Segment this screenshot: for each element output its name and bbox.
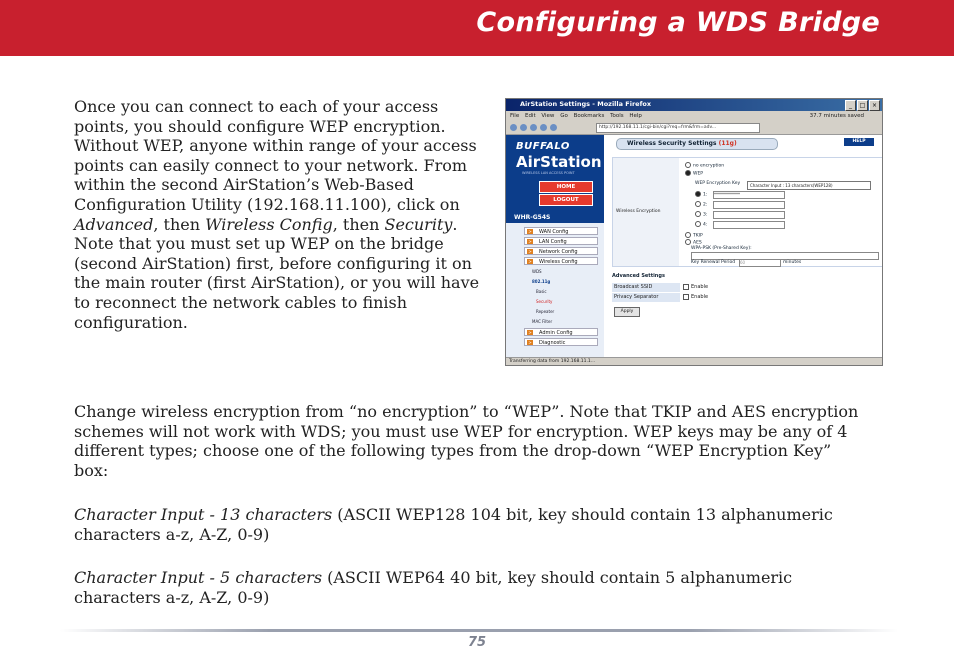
sidebar-item-network[interactable] xyxy=(524,247,598,255)
home-button[interactable]: HOME xyxy=(539,181,593,193)
p1-text-2: , then xyxy=(153,214,206,234)
page-number: 75 xyxy=(467,635,487,650)
buffalo-logo: BUFFALO xyxy=(516,141,570,152)
sidebar-sub-macfilter[interactable]: MAC Filter xyxy=(532,319,553,324)
p1-text-1: Once you can connect to each of your access points, you should configure WEP encryption. Without WEP, anyone within range of your access points can easily connect to your network. From within the second AirStation’s Web-Based Configuration Utility (192.168.11.100), click on xyxy=(74,97,477,214)
option-5-desc: (ASCII WEP64 40 bit, key should contain 5 alphanumeric characters a-z, A-Z, 0-9) xyxy=(74,568,793,607)
privacy-separator-row xyxy=(612,293,882,302)
address-input[interactable]: http://192.168.11.1/cgi-bin/cgi?req=frm&frm=adv... xyxy=(596,123,760,133)
timer-text: 37.7 minutes saved xyxy=(809,113,864,119)
broadcast-checkbox[interactable] xyxy=(680,283,708,292)
radio-icon xyxy=(685,232,691,238)
sidebar-label: Wireless Config xyxy=(539,259,578,265)
arrow-icon: > xyxy=(528,340,532,345)
section-heading xyxy=(616,138,778,150)
sidebar-label: LAN Config xyxy=(539,239,567,245)
header-banner xyxy=(0,0,954,56)
back-icon[interactable] xyxy=(510,124,517,131)
model-name: WHR-G54S xyxy=(514,214,551,221)
key-3-radio[interactable]: 3: xyxy=(695,211,707,218)
wireless-config-term: Wireless Config xyxy=(205,214,333,234)
menu-go[interactable]: Go xyxy=(560,113,568,119)
status-bar: Transferring data from 192.168.11.1... xyxy=(506,357,883,366)
option-13-title: Character Input - 13 characters xyxy=(74,505,333,524)
intro-paragraph xyxy=(74,97,494,332)
checkbox-label: Enable xyxy=(691,284,709,290)
airstation-logo: AirStation xyxy=(516,153,602,171)
window-titlebar xyxy=(506,99,882,111)
page-content xyxy=(506,135,882,357)
privacy-checkbox[interactable] xyxy=(680,293,708,302)
heading-text: Wireless Security Settings xyxy=(627,140,717,147)
sidebar-sub-80211g[interactable]: 802.11g xyxy=(532,279,551,284)
sidebar-sub-repeater[interactable]: Repeater xyxy=(536,309,555,314)
radio-icon xyxy=(695,221,701,227)
wpa-input[interactable] xyxy=(691,252,879,260)
opt-label: TKIP xyxy=(693,233,703,239)
sidebar-label: Network Config xyxy=(539,249,578,255)
stop-icon[interactable] xyxy=(540,124,547,131)
opt-aes[interactable] xyxy=(685,239,702,246)
opt-no-encryption[interactable] xyxy=(685,162,724,169)
menu-tools[interactable]: Tools xyxy=(610,113,624,119)
opt-label: no encryption xyxy=(693,163,725,169)
option-13-chars xyxy=(74,505,864,544)
brand-panel xyxy=(506,135,604,223)
sidebar-sub-basic[interactable]: Basic xyxy=(536,289,547,294)
apply-button[interactable]: Apply xyxy=(614,307,640,317)
key-4-radio[interactable]: 4: xyxy=(695,221,707,228)
menu-help[interactable]: Help xyxy=(629,113,642,119)
key-2-radio[interactable]: 2: xyxy=(695,201,707,208)
advanced-term: Advanced xyxy=(74,214,154,234)
security-term: Security xyxy=(384,214,453,234)
settings-main xyxy=(612,135,882,357)
sidebar-label: Admin Config xyxy=(539,330,573,336)
sidebar-item-wan[interactable] xyxy=(524,227,598,235)
brand-tagline: WIRELESS LAN ACCESS POINT xyxy=(522,171,575,175)
key-1-radio[interactable]: 1: xyxy=(695,191,707,198)
maximize-icon[interactable]: □ xyxy=(857,100,868,111)
sidebar-sub-security[interactable]: Security xyxy=(536,299,553,304)
footer-divider xyxy=(60,629,898,632)
minimize-icon[interactable]: _ xyxy=(845,100,856,111)
arrow-icon: > xyxy=(528,330,532,335)
sidebar-item-admin[interactable] xyxy=(524,328,598,336)
firefox-screenshot xyxy=(505,98,883,366)
sidebar-item-wireless[interactable] xyxy=(524,257,598,265)
opt-wep[interactable] xyxy=(685,170,703,177)
p1-text-3: , then xyxy=(332,214,385,234)
renewal-input[interactable]: 60 xyxy=(739,259,781,267)
privacy-label: Privacy Separator xyxy=(612,293,680,302)
close-icon[interactable]: × xyxy=(869,100,880,111)
logout-button[interactable]: LOGOUT xyxy=(539,194,593,206)
opt-label: WEP xyxy=(693,171,704,177)
address-toolbar xyxy=(506,121,882,135)
broadcast-ssid-row xyxy=(612,283,882,292)
radio-icon xyxy=(695,211,701,217)
menu-edit[interactable]: Edit xyxy=(524,113,536,119)
option-5-title: Character Input - 5 characters xyxy=(74,568,323,587)
radio-icon xyxy=(695,201,701,207)
sidebar-item-lan[interactable] xyxy=(524,237,598,245)
key-4-input[interactable] xyxy=(713,221,785,229)
window-title: AirStation Settings - Mozilla Firefox xyxy=(520,100,652,108)
home-icon[interactable] xyxy=(550,124,557,131)
sidebar-label: Diagnostic xyxy=(539,340,566,346)
checkbox-icon xyxy=(683,284,689,290)
encryption-paragraph: Change wireless encryption from “no encryption” to “WEP”. Note that TKIP and AES encryption schemes will not work with WDS; you must use WEP for encryption. WEP keys may be any of 4 different types; choose one of the following types from the drop-down “WEP Encryption Key” box: xyxy=(74,402,859,480)
opt-label: AES xyxy=(693,240,702,246)
sidebar-sub-wds[interactable]: WDS xyxy=(532,269,542,274)
key-1-input[interactable]: ************* xyxy=(713,191,785,199)
checkbox-icon xyxy=(683,294,689,300)
menu-view[interactable]: View xyxy=(541,113,555,119)
key-3-input[interactable] xyxy=(713,211,785,219)
heading-highlight: (11g) xyxy=(718,140,737,147)
page-title: Configuring a WDS Bridge xyxy=(476,7,880,38)
menu-bar xyxy=(506,111,882,121)
radio-icon xyxy=(695,191,701,197)
encryption-panel xyxy=(612,157,883,267)
wpa-label: WPA-PSK (Pre-Shared Key): xyxy=(691,246,752,251)
option-13-desc: (ASCII WEP128 104 bit, key should contain 13 alphanumeric characters a-z, A-Z, 0-9) xyxy=(74,505,833,544)
help-button[interactable]: HELP xyxy=(844,138,874,146)
arrow-icon: > xyxy=(528,259,532,264)
radio-icon xyxy=(685,170,691,176)
option-5-chars xyxy=(74,568,874,607)
sidebar-label: WAN Config xyxy=(539,229,569,235)
radio-icon xyxy=(685,239,691,245)
opt-tkip[interactable] xyxy=(685,232,703,239)
renewal-label: Key Renewal Period xyxy=(691,260,736,265)
arrow-icon: > xyxy=(528,249,532,254)
p1-text-4: . Note that you must set up WEP on the bridge (second AirStation) first, before configuring it on the main router (first AirStation), or you will have to reconnect the network cables to finish configuration. xyxy=(74,214,480,332)
checkbox-label: Enable xyxy=(691,294,709,300)
menu-file[interactable]: File xyxy=(510,113,520,119)
menu-bookmarks[interactable]: Bookmarks xyxy=(573,113,605,119)
advanced-settings-title: Advanced Settings xyxy=(612,273,665,279)
wep-key-label: WEP Encryption Key xyxy=(695,181,741,186)
sidebar-item-diagnostic[interactable] xyxy=(524,338,598,346)
router-sidebar xyxy=(506,135,604,357)
reload-icon[interactable] xyxy=(530,124,537,131)
key-2-input[interactable] xyxy=(713,201,785,209)
arrow-icon: > xyxy=(528,229,532,234)
forward-icon[interactable] xyxy=(520,124,527,131)
broadcast-label: Broadcast SSID xyxy=(612,283,680,292)
arrow-icon: > xyxy=(528,239,532,244)
radio-icon xyxy=(685,162,691,168)
wep-key-select[interactable]: Character Input : 13 characters(WEP128) xyxy=(747,181,871,190)
encryption-label: Wireless Encryption xyxy=(613,158,679,266)
renewal-unit: minutes xyxy=(783,260,802,265)
